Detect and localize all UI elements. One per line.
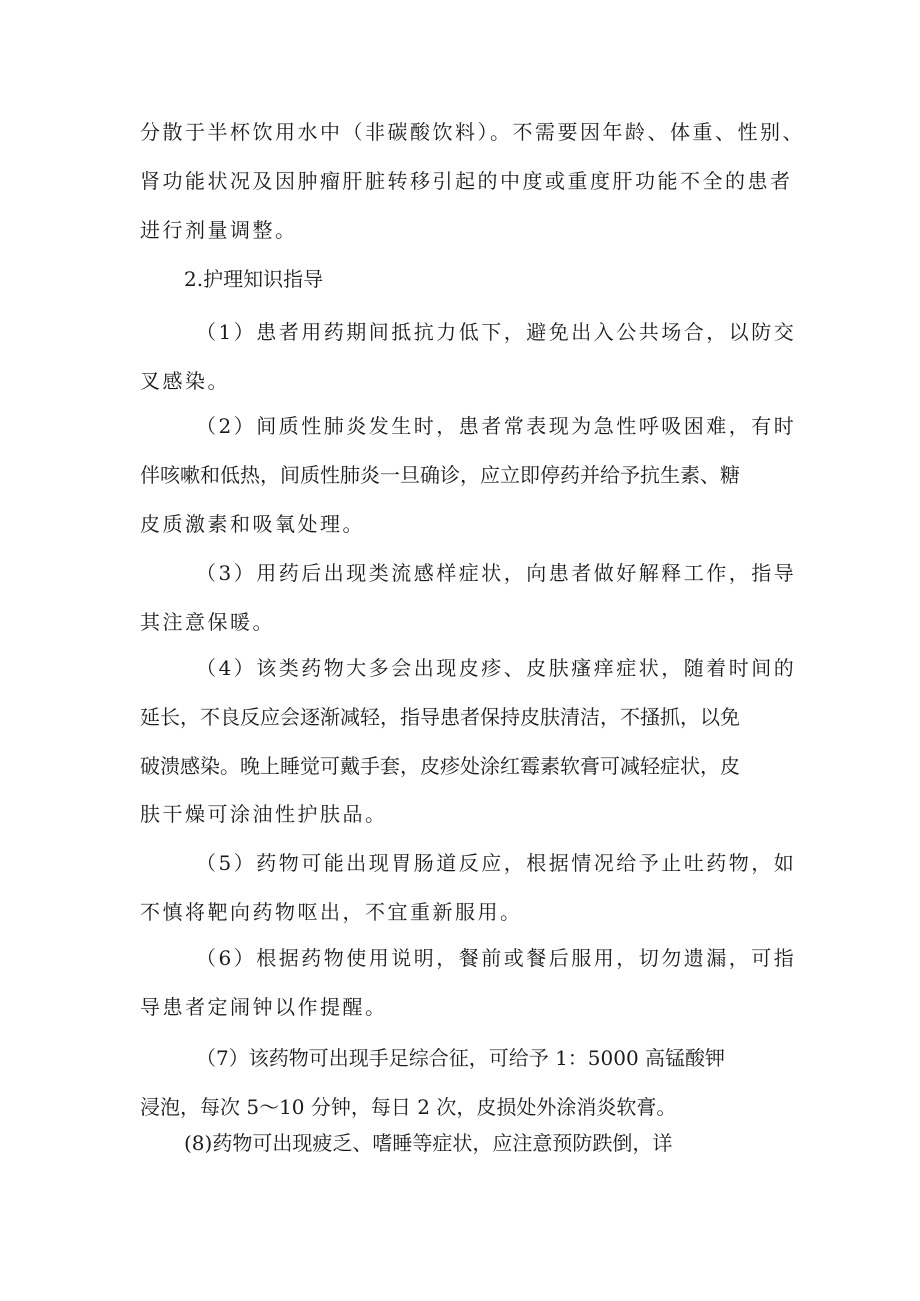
text-line: 导患者定闹钟以作提醒。 [140, 995, 388, 1019]
section-heading: 2.护理知识指导 [184, 267, 324, 291]
text-line: （3）用药后出现类流感样症状，向患者做好解释工作，指导 [196, 561, 797, 585]
text-line: (8)药物可出现疲乏、嗜睡等症状，应注意预防跌倒，详 [184, 1131, 673, 1155]
text-line: （1）患者用药期间抵抗力低下，避免出入公共场合，以防交 [196, 320, 797, 344]
text-line: （2）间质性肺炎发生时，患者常表现为急性呼吸困难，有时 [196, 414, 797, 438]
text-line: 其注意保暖。 [140, 610, 275, 634]
text-line: （4）该类药物大多会出现皮疹、皮肤瘙痒症状，随着时间的 [196, 656, 797, 680]
text-line: 破溃感染。晚上睡觉可戴手套，皮疹处涂红霉素软膏可减轻症状，皮 [140, 754, 740, 778]
text-line: 浸泡，每次 5～10 分钟，每日 2 次，皮损处外涂消炎软膏。 [140, 1095, 677, 1119]
text-line: 伴咳嗽和低热，间质性肺炎一旦确诊，应立即停药并给予抗生素、糖 [140, 463, 740, 487]
text-line: 肤干燥可涂油性护肤品。 [140, 802, 388, 826]
text-line: 不慎将靶向药物呕出，不宜重新服用。 [140, 900, 523, 924]
text-line: 分散于半杯饮用水中（非碳酸饮料）。不需要因年龄、体重、性别、 [140, 120, 805, 144]
text-line: 叉感染。 [140, 369, 230, 393]
text-line: 肾功能状况及因肿瘤肝脏转移引起的中度或重度肝功能不全的患者 [140, 169, 793, 193]
text-line: 延长，不良反应会逐渐减轻，指导患者保持皮肤清洁，不搔抓，以免 [140, 705, 740, 729]
text-line: （5）药物可能出现胃肠道反应，根据情况给予止吐药物，如 [196, 851, 797, 875]
text-line: （6）根据药物使用说明，餐前或餐后服用，切勿遗漏，可指 [196, 946, 797, 970]
text-line: 进行剂量调整。 [140, 218, 298, 242]
text-line: （7）该药物可出现手足综合征，可给予 1：5000 高锰酸钾 [196, 1046, 726, 1070]
text-line: 皮质激素和吸氧处理。 [140, 512, 365, 536]
